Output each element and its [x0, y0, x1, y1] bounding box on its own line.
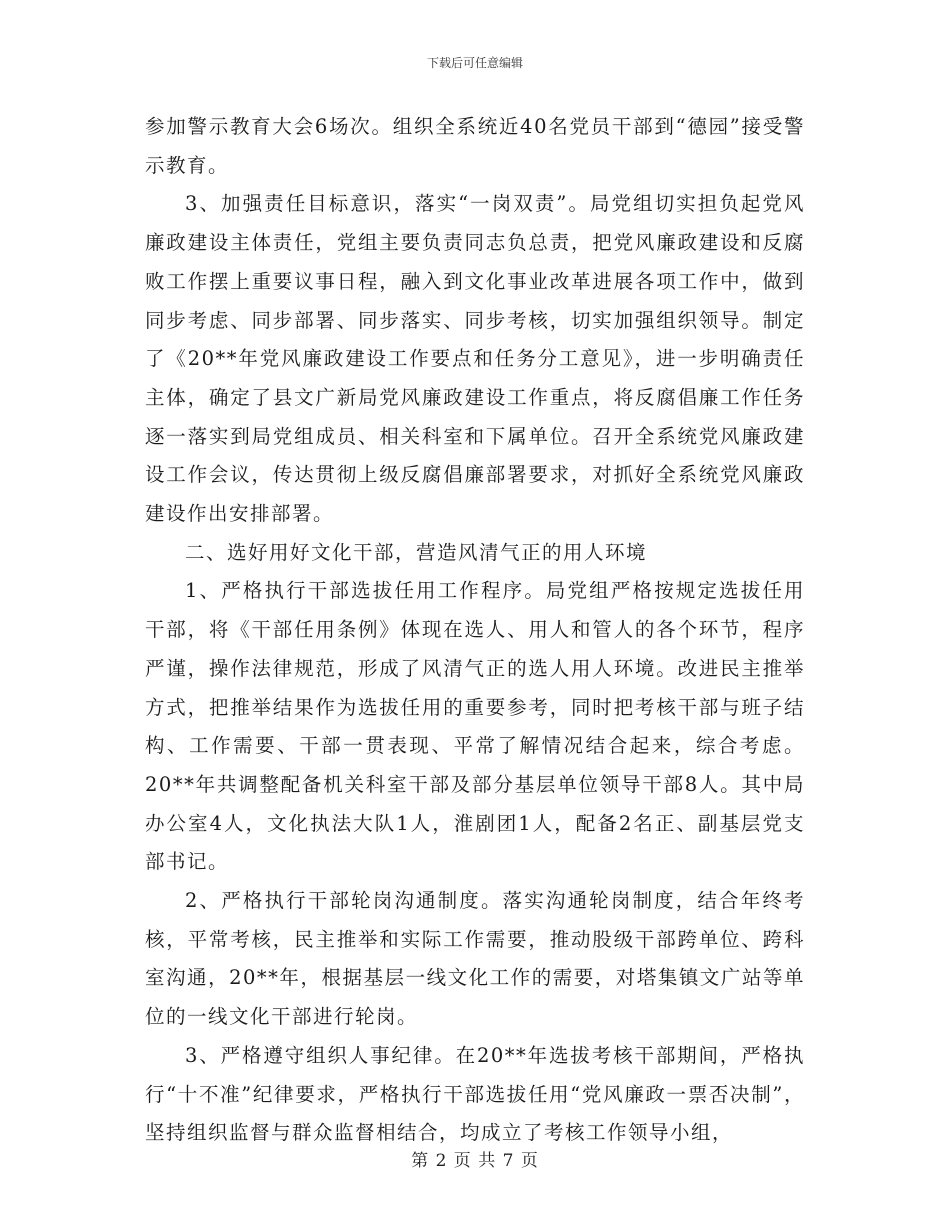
document-body	[145, 108, 805, 1153]
paragraph-continuation: 参加警示教育大会6场次。组织全系统近40名党员干部到“德园”接受警示教育。	[145, 115, 805, 177]
paragraph-discipline: 3、严格遵守组织人事纪律。在20**年选拔考核干部期间，严格执行“十不准”纪律要求，严格执行干部选拔任用“党风廉政一票否决制”，坚持组织监督与群众监督相结合，均成立了考核工作领导小组，	[145, 1043, 805, 1145]
header-note: 下载后可任意编辑	[426, 56, 523, 70]
paragraph-rotation: 2、严格执行干部轮岗沟通制度。落实沟通轮岗制度，结合年终考核，平常考核，民主推举和实际工作需要，推动股级干部跨单位、跨科室沟通，20**年，根据基层一线文化工作的需要，对塔集镇文广站等单位的一线文化干部进行轮岗。	[145, 889, 805, 1029]
section-heading: 二、选好用好文化干部，营造风清气正的用人环境	[185, 540, 648, 564]
paragraph-selection-procedure: 1、严格执行干部选拔任用工作程序。局党组严格按规定选拔任用干部，将《干部任用条例》体现在选人、用人和管人的各个环节，程序严谨，操作法律规范，形成了风清气正的选人用人环境。改进民主推举方式，把推举结果作为选拔任用的重要参考，同时把考核干部与班子结构、工作需要、干部一贯表现、平常了解情况结合起来，综合考虑。20**年共调整配备机关科室干部及部分基层单位领导干部8人。其中局办公室4人，文化执法大队1人，淮剧团1人，配备2名正、副基层党支部书记。	[145, 579, 805, 874]
page-number: 第 2 页 共 7 页	[411, 1151, 539, 1171]
paragraph-responsibility: 3、加强责任目标意识，落实“一岗双责”。局党组切实担负起党风廉政建设主体责任，党组主要负责同志负总责，把党风廉政建设和反腐败工作摆上重要议事日程，融入到文化事业改革进展各项工作中，做到同步考虑、同步部署、同步落实、同步考核，切实加强组织领导。制定了《20**年党风廉政建设工作要点和任务分工意见》，进一步明确责任主体，确定了县文广新局党风廉政建设工作重点，将反腐倡廉工作任务逐一落实到局党组成员、相关科室和下属单位。召开全系统党风廉政建设工作会议，传达贯彻上级反腐倡廉部署要求，对抓好全系统党风廉政建设作出安排部署。	[145, 192, 805, 526]
